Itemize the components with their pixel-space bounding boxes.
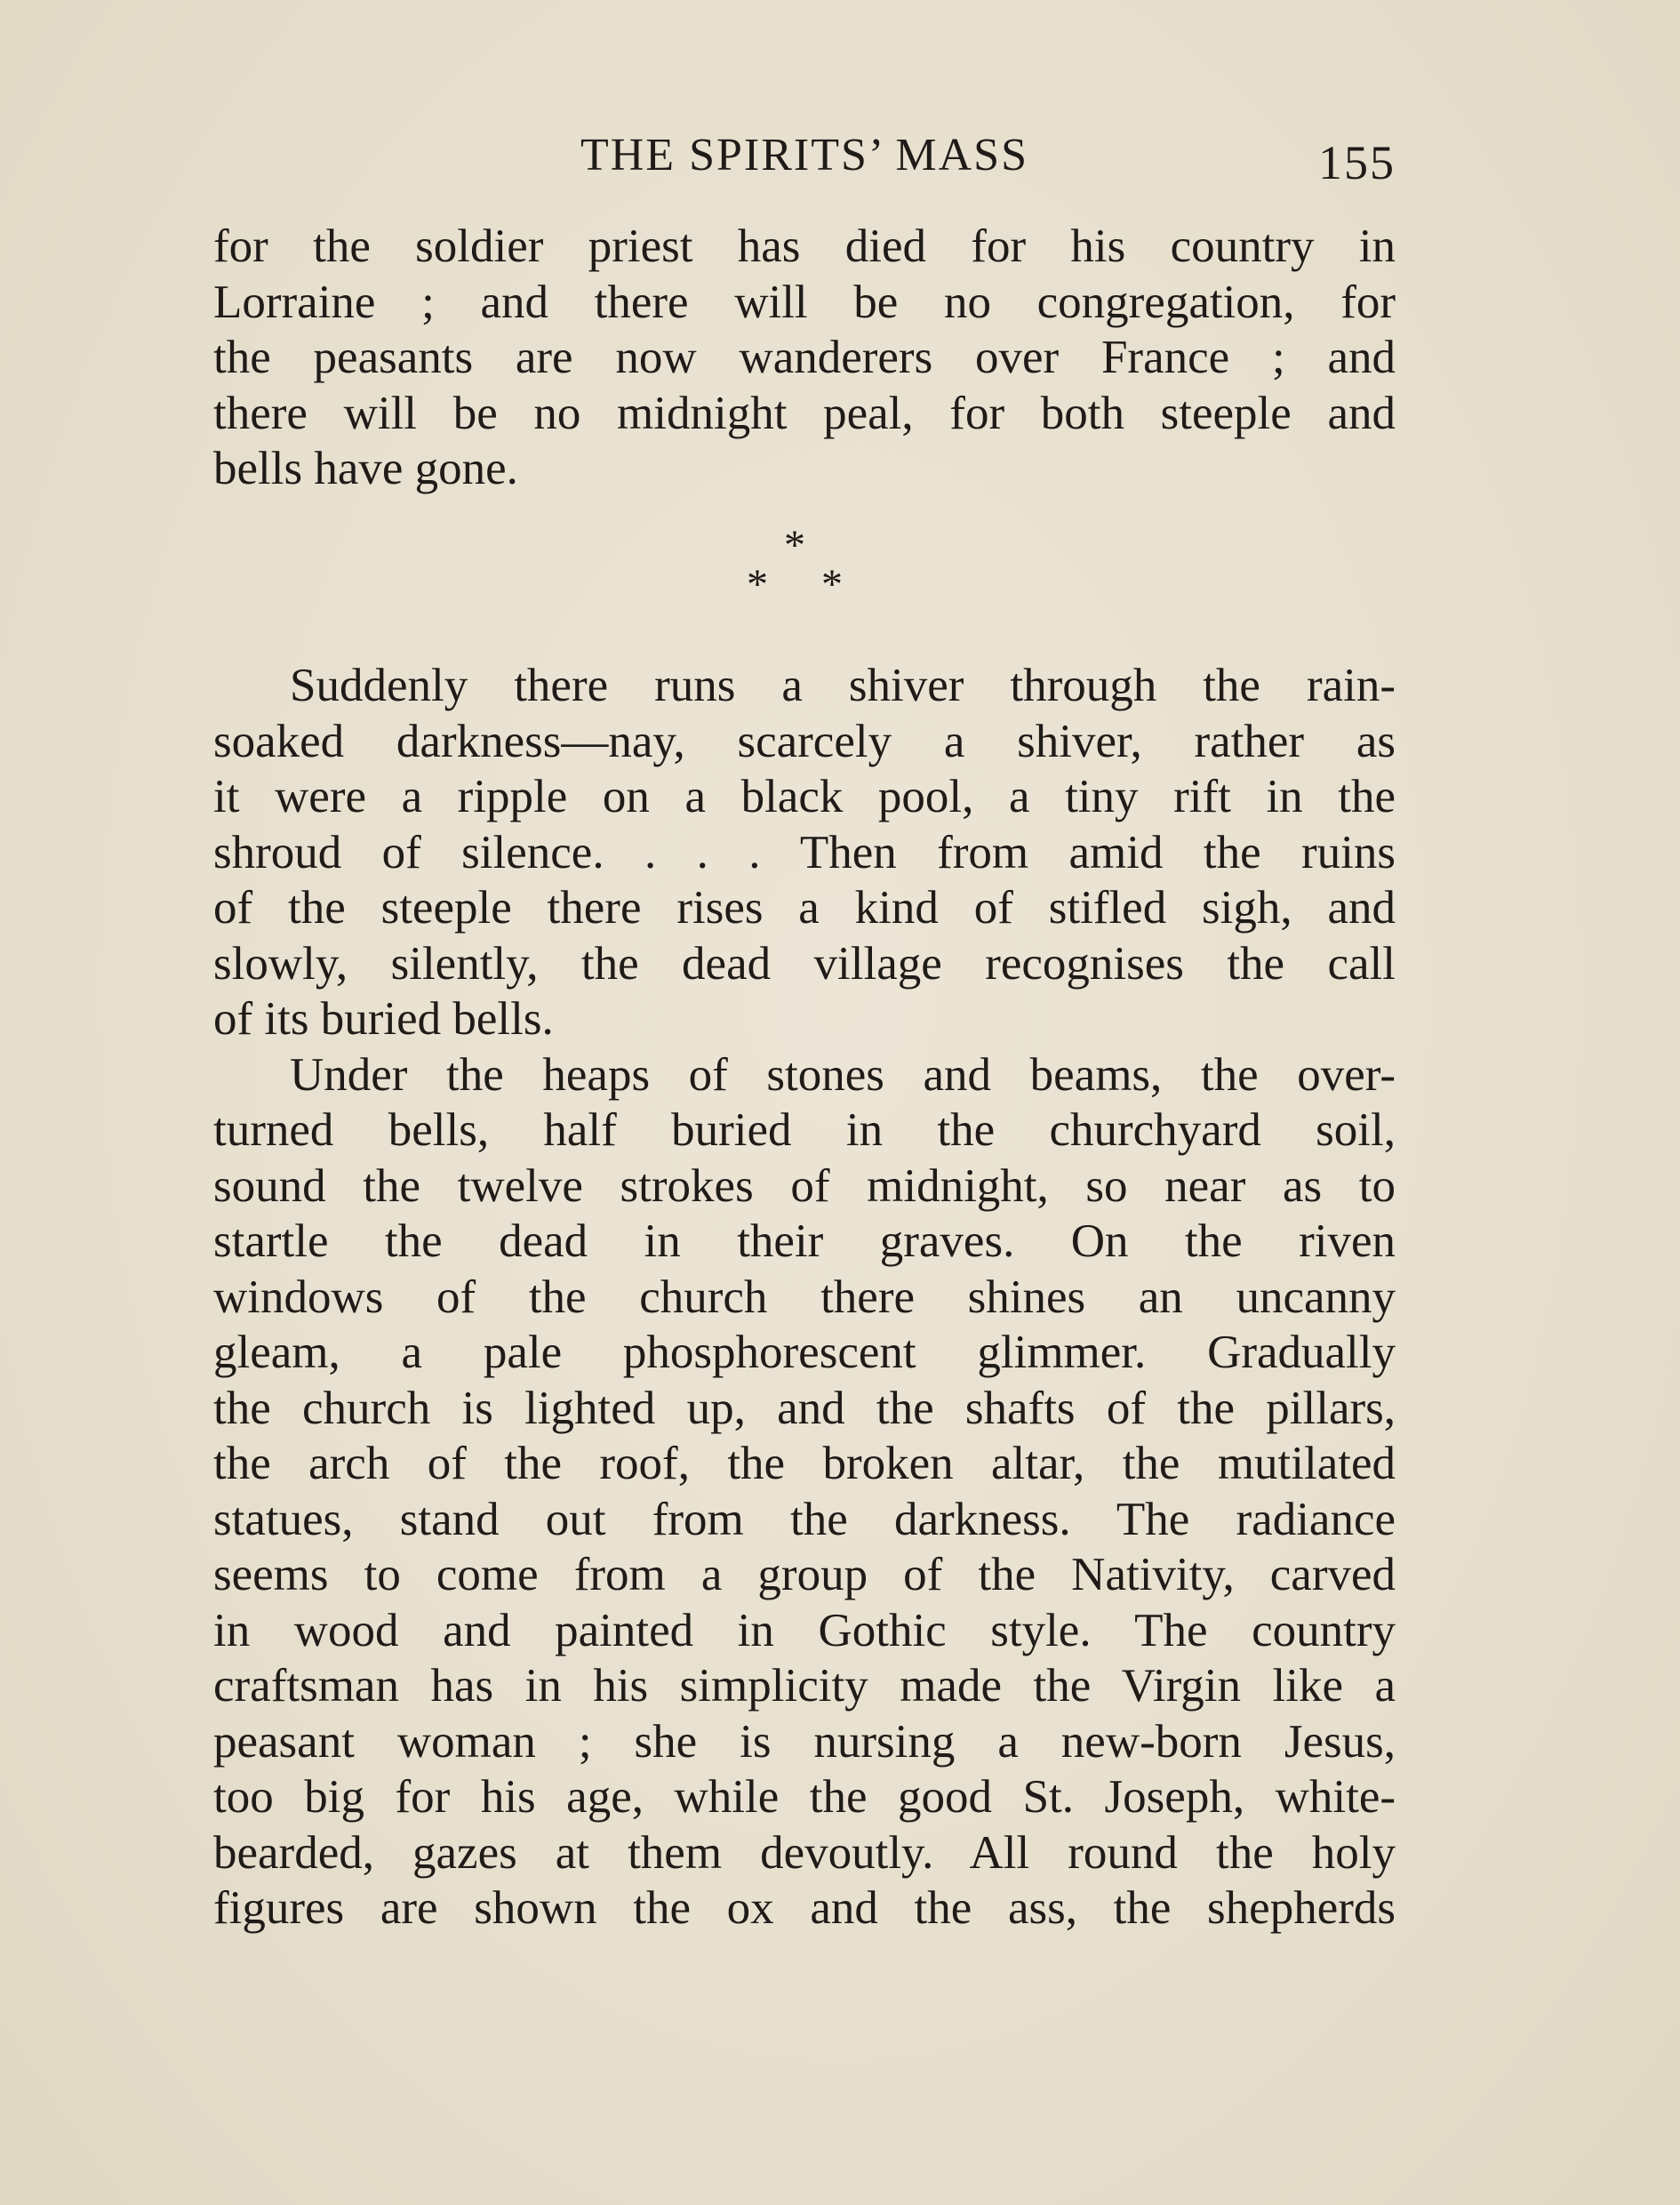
text-line: there will be no midnight peal, for both steeple and: [213, 387, 1396, 439]
text-line: of the steeple there rises a kind of stifled sigh, and: [213, 882, 1396, 934]
page-number: 155: [1318, 136, 1396, 189]
text-line: soaked darkness—nay, scarcely a shiver, rather as: [213, 715, 1396, 767]
text-line: windows of the church there shines an uncanny: [213, 1271, 1396, 1323]
paragraph-2: [213, 658, 1396, 1047]
text-line: the church is lighted up, and the shafts of the pillars,: [213, 1382, 1396, 1434]
text-line: sound the twelve strokes of midnight, so near as to: [213, 1159, 1396, 1212]
text-line: shroud of silence. . . . Then from amid the ruins: [213, 826, 1396, 878]
paragraph-3: [213, 1047, 1396, 1936]
asterism-star: *: [821, 561, 843, 608]
asterism-star: *: [747, 561, 768, 608]
text-line: bearded, gazes at them devoutly. All round the holy: [213, 1826, 1396, 1879]
text-line: for the soldier priest has died for his country in: [213, 220, 1396, 272]
running-head: THE SPIRITS’ MASS: [580, 130, 1028, 180]
asterism-star: *: [784, 522, 805, 569]
text-line: peasant woman ; she is nursing a new-born Jesus,: [213, 1715, 1396, 1768]
text-line: startle the dead in their graves. On the riven: [213, 1215, 1396, 1267]
text-line: in wood and painted in Gothic style. The country: [213, 1604, 1396, 1656]
paragraph-1: [213, 219, 1396, 497]
body-text: [213, 658, 1396, 1936]
section-break-asterism: [729, 522, 871, 613]
text-line: seems to come from a group of the Nativity, carved: [213, 1549, 1396, 1600]
text-line: too big for his age, while the good St. Joseph, white-: [213, 1771, 1396, 1823]
text-line: of its buried bells.: [213, 993, 554, 1045]
text-line: Suddenly there runs a shiver through the rain-: [290, 660, 1396, 711]
text-line: Under the heaps of stones and beams, the over-: [290, 1048, 1396, 1101]
text-line: craftsman has in his simplicity made the Virgin like a: [213, 1660, 1396, 1712]
text-line: statues, stand out from the darkness. The radiance: [213, 1493, 1396, 1545]
text-line: Lorraine ; and there will be no congregation, for: [213, 276, 1396, 328]
text-line: turned bells, half buried in the churchyard soil,: [213, 1104, 1396, 1156]
text-line: the peasants are now wanderers over France ; and: [213, 332, 1396, 383]
text-line: bells have gone.: [213, 443, 518, 494]
text-line: slowly, silently, the dead village recognises the call: [213, 937, 1396, 990]
text-line: it were a ripple on a black pool, a tiny rift in the: [213, 771, 1396, 822]
page-header: [213, 124, 1396, 187]
text-line: gleam, a pale phosphorescent glimmer. Gradually: [213, 1327, 1396, 1378]
text-line: the arch of the roof, the broken altar, the mutilated: [213, 1438, 1396, 1489]
text-line: figures are shown the ox and the ass, the shepherds: [213, 1882, 1396, 1934]
